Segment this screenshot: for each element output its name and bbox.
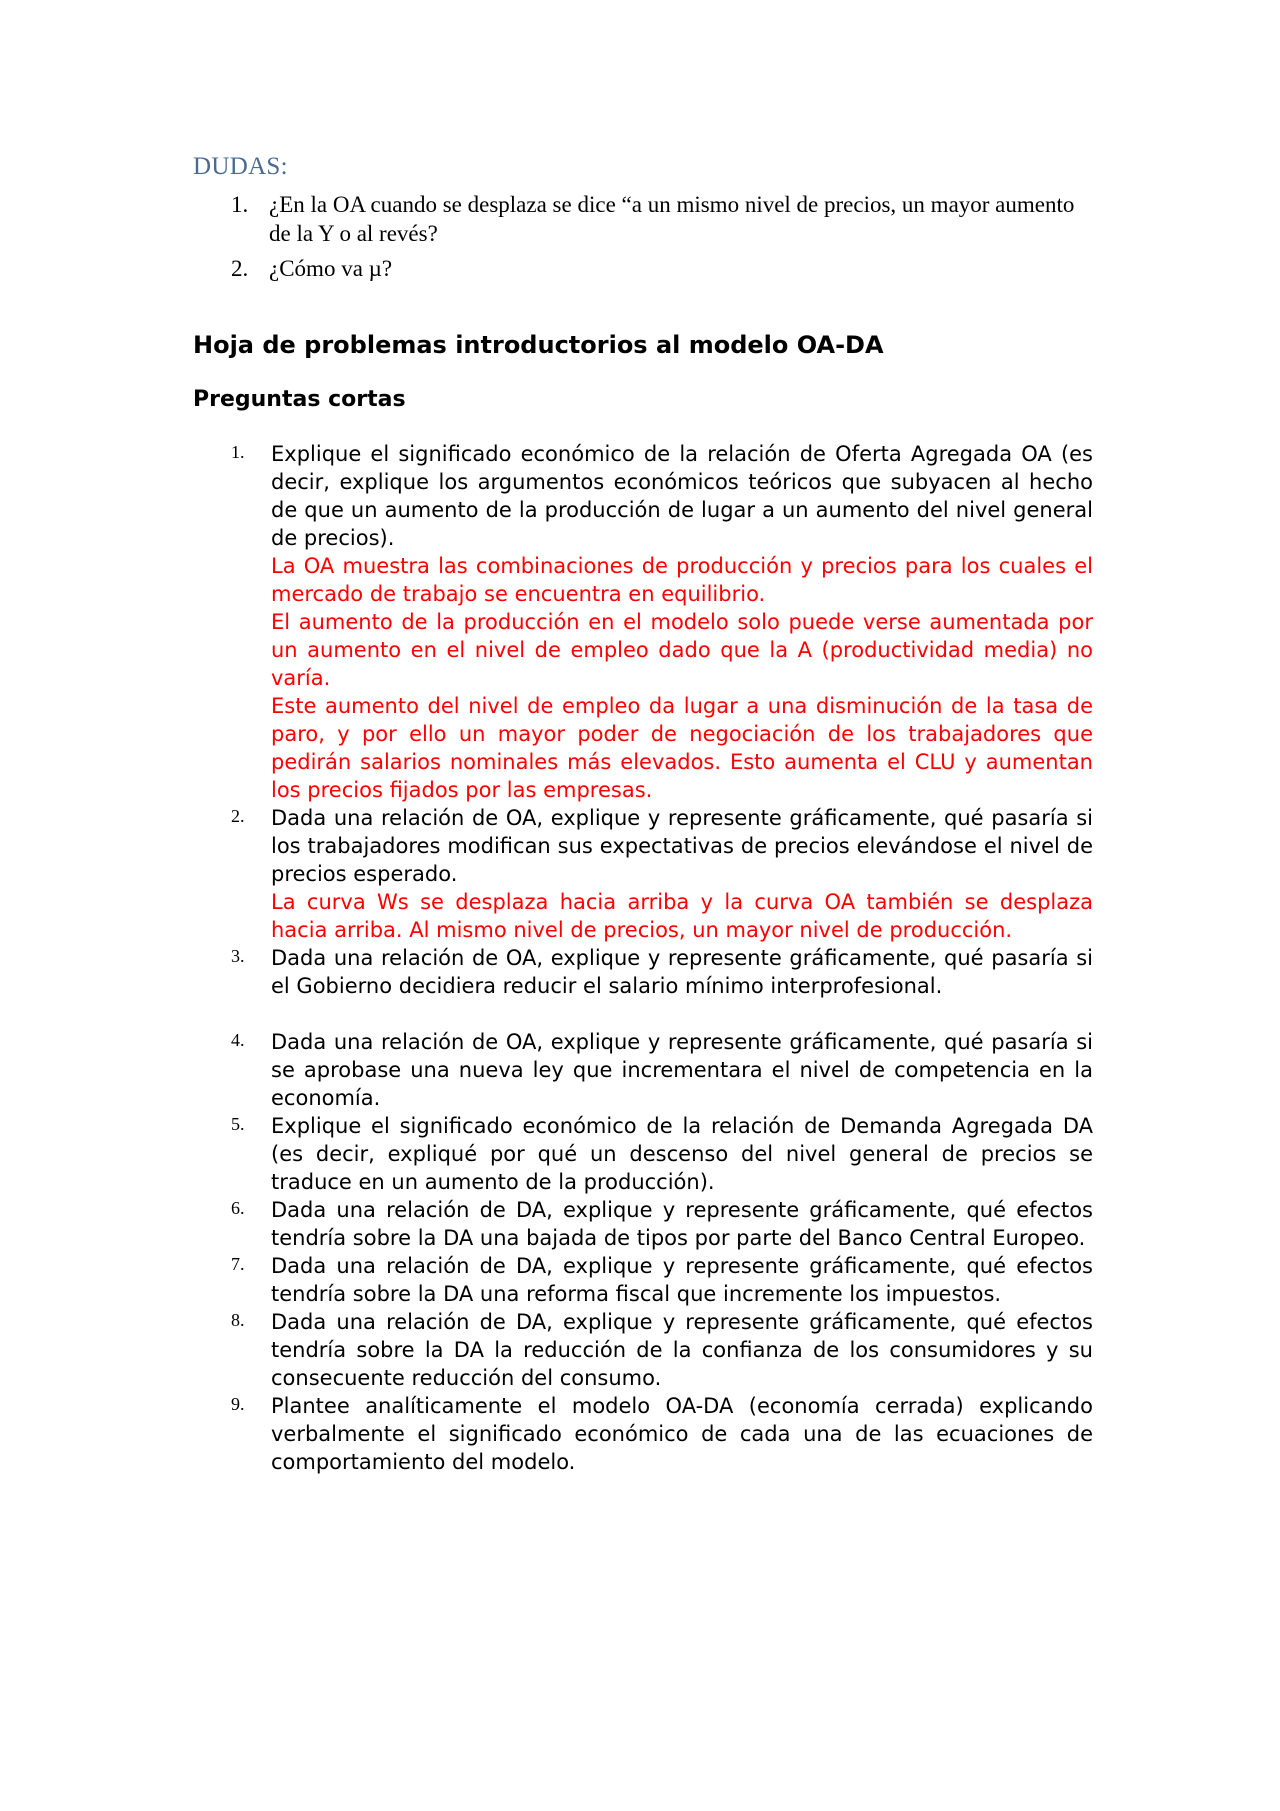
question-text: Dada una relación de DA, explique y represente gráficamente, qué efectos tendría sobre la DA una reforma fiscal que incremente los impuestos.	[271, 1254, 1093, 1306]
question-number: 9.	[231, 1394, 245, 1414]
question-item	[193, 1196, 1093, 1252]
question-item	[193, 1028, 1093, 1112]
dudas-list	[193, 190, 1093, 289]
question-item	[193, 440, 1093, 804]
dudas-item	[193, 190, 1093, 248]
answer-text: La OA muestra las combinaciones de producción y precios para los cuales el mercado de trabajo se encuentra en equilibrio.	[271, 554, 1093, 606]
dudas-item-text: ¿Cómo va µ?	[269, 256, 393, 281]
questions-list	[193, 440, 1093, 1476]
dudas-item-number: 1.	[231, 192, 249, 217]
question-text: Dada una relación de DA, explique y represente gráficamente, qué efectos tendría sobre la DA una bajada de tipos por parte del Banco Central Europeo.	[271, 1198, 1093, 1250]
answer-text: La curva Ws se desplaza hacia arriba y la curva OA también se desplaza hacia arriba. Al mismo nivel de precios, un mayor nivel de producción.	[271, 890, 1093, 942]
question-text: Dada una relación de DA, explique y represente gráficamente, qué efectos tendría sobre la DA la reducción de la confianza de los consumidores y su consecuente reducción del consumo.	[271, 1310, 1093, 1390]
question-number: 3.	[231, 946, 245, 966]
document-title: Hoja de problemas introductorios al modelo OA-DA	[193, 331, 884, 359]
question-item	[193, 944, 1093, 1000]
question-item	[193, 1308, 1093, 1392]
question-number: 6.	[231, 1198, 245, 1218]
answer-text: El aumento de la producción en el modelo solo puede verse aumentada por un aumento en el nivel de empleo dado que la A (productividad media) no varía.	[271, 610, 1093, 690]
question-number: 8.	[231, 1310, 245, 1330]
dudas-item-number: 2.	[231, 256, 249, 281]
question-item	[193, 1112, 1093, 1196]
question-item	[193, 1252, 1093, 1308]
section-title: Preguntas cortas	[193, 387, 406, 412]
question-number: 1.	[231, 442, 245, 462]
question-number: 7.	[231, 1254, 245, 1274]
answer-text: Este aumento del nivel de empleo da lugar a una disminución de la tasa de paro, y por ello un mayor poder de negociación de los trabajadores que pedirán salarios nominales más elevados. Esto aumenta el CLU y aumentan los precios fijados por las empresas.	[271, 694, 1093, 802]
question-text: Plantee analíticamente el modelo OA-DA (economía cerrada) explicando verbalmente el significado económico de cada una de las ecuaciones de comportamiento del modelo.	[271, 1394, 1093, 1474]
question-text: Dada una relación de OA, explique y represente gráficamente, qué pasaría si se aprobase una nueva ley que incrementara el nivel de competencia en la economía.	[271, 1030, 1093, 1110]
question-number: 2.	[231, 806, 245, 826]
dudas-item-text: ¿En la OA cuando se desplaza se dice “a un mismo nivel de precios, un mayor aumento de la Y o al revés?	[269, 192, 1075, 246]
dudas-heading: DUDAS:	[193, 153, 288, 180]
question-item	[193, 1392, 1093, 1476]
question-number: 5.	[231, 1114, 245, 1134]
question-text: Explique el significado económico de la relación de Demanda Agregada DA (es decir, expliqué por qué un descenso del nivel general de precios se traduce en un aumento de la producción).	[271, 1114, 1093, 1194]
dudas-item	[193, 254, 1093, 283]
question-text: Explique el significado económico de la relación de Oferta Agregada OA (es decir, explique los argumentos económicos teóricos que subyacen al hecho de que un aumento de la producción de lugar a un aumento del nivel general de precios).	[271, 442, 1093, 550]
question-text: Dada una relación de OA, explique y represente gráficamente, qué pasaría si el Gobierno decidiera reducir el salario mínimo interprofesional.	[271, 946, 1093, 998]
question-number: 4.	[231, 1030, 245, 1050]
question-item	[193, 804, 1093, 944]
question-text: Dada una relación de OA, explique y represente gráficamente, qué pasaría si los trabajadores modifican sus expectativas de precios elevándose el nivel de precios esperado.	[271, 806, 1093, 886]
